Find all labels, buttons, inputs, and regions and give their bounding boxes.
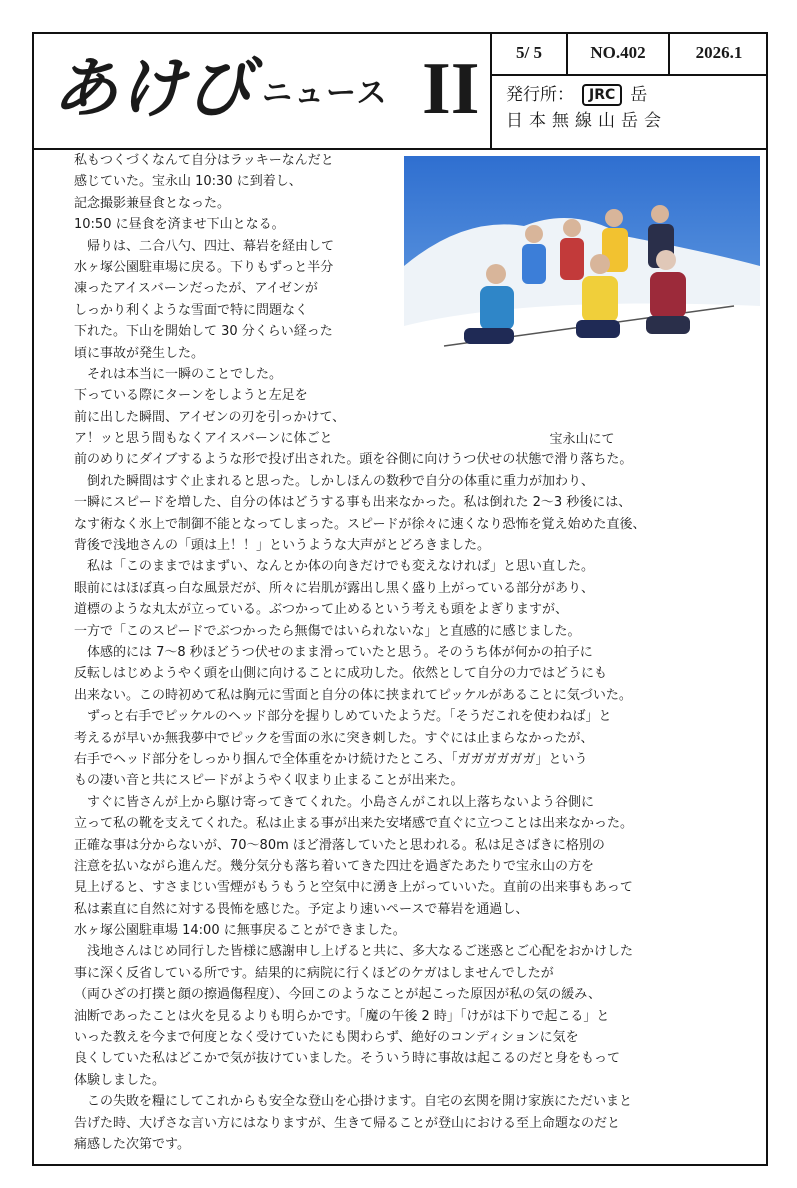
text-line: 良くしていた私はどこかで気が抜けていました。そういう時に事故は起こるのだと身をもって xyxy=(74,1051,621,1067)
text-line: 私は「このままではまずい、なんとか体の向きだけでも変えなければ」と思い直した。 xyxy=(74,559,595,575)
text-line: 水ヶ塚公園駐車場に戻る。下りもずっと半分 xyxy=(74,259,334,275)
text-line: 10:50 に昼食を済ませ下山となる。 xyxy=(74,217,285,233)
text-line: 下れた。下山を開始して 30 分くらい経った xyxy=(74,324,333,340)
text-line: 眼前にはほぼ真っ白な風景だが、所々に岩肌が露出し黒く盛り上がっている部分があり、 xyxy=(74,580,595,596)
text-line: 凍ったアイスバーンだったが、アイゼンが xyxy=(74,281,318,297)
text-line: 立って私の靴を支えてくれた。私は止まる事が出来た安堵感で直ぐに立つことは出来なかった。 xyxy=(74,816,634,832)
page-number: 5/ 5 xyxy=(516,43,542,62)
issue-date: 2026.1 xyxy=(668,32,768,74)
publisher-block xyxy=(506,82,762,148)
text-line: 見上げると、すさまじい雪煙がもうもうと空気中に湧き上がっていいた。直前の出来事もあって xyxy=(74,880,633,896)
photo-caption: 宝永山にて xyxy=(549,432,615,447)
text-line: 油断であったことは火を見るよりも明らかです。「魔の午後 2 時」「けがは下りで起こる」と xyxy=(74,1008,610,1024)
publisher-name: 日本無線山岳会 xyxy=(506,111,667,131)
text-line: 水ヶ塚公園駐車場 14:00 に無事戻ることができました。 xyxy=(74,923,406,939)
text-line: 私もつくづくなんて自分はラッキーなんだと xyxy=(74,153,334,168)
text-line: それは本当に一瞬のことでした。 xyxy=(74,366,283,382)
article-body xyxy=(74,150,762,1155)
text-line: 倒れた瞬間はすぐ止まれると思った。しかしほんの数秒で自分の体重に重力が加わり、 xyxy=(74,473,595,489)
text-line: 私は素直に自然に対する畏怖を感じた。予定より速いペースで幕岩を通過し、 xyxy=(74,901,529,917)
newsletter-title: あけび xyxy=(52,49,253,127)
text-line: 右手でヘッド部分をしっかり掴んで全体重をかけ続けたところ、「ガガガガガガ」という xyxy=(74,751,588,767)
text-line: なす術なく氷上で制御不能となってしまった。スピードが徐々に速くなり恐怖を覚え始めた直後、 xyxy=(74,516,646,532)
text-line: もの凄い音と共にスピードがようやく収まり止まることが出来た。 xyxy=(74,773,464,789)
text-line: 体験しました。 xyxy=(74,1072,166,1088)
volume-numeral: II xyxy=(422,48,480,130)
text-line: いった教えを今まで何度となく受けていたにも関わらず、絶好のコンディションに気を xyxy=(74,1030,579,1046)
text-line: ずっと右手でピッケルのヘッド部分を握りしめていたようだ。「そうだこれを使わねば」と xyxy=(74,709,612,725)
text-line: （両ひざの打撲と顔の擦過傷程度）、今回このようなことが起こった原因が私の気の緩み、 xyxy=(74,987,602,1003)
text-line: ア！ッと思う間もなくアイスバーンに体ごと xyxy=(74,431,333,447)
text-line: 正確な事は分からないが、70～80m ほど滑落していたと思われる。私は足さばきに格別の xyxy=(74,837,605,853)
publisher-label: 発行所： xyxy=(506,85,574,105)
text-line: 一瞬にスピードを増した、自分の体はどうする事も出来なかった。私は倒れた 2～3 秒後には、 xyxy=(74,495,632,511)
text-line: 反転しはじめようやく頭を山側に向けることに成功した。依然として自分の力ではどうにも xyxy=(74,666,608,682)
issue-info xyxy=(492,32,768,76)
text-line: 帰りは、二合八勺、四辻、幕岩を経由して xyxy=(74,238,335,254)
text-line: 浅地さんはじめ同行した皆様に感謝申し上げると共に、多大なるご迷惑とご心配をおかけした xyxy=(74,944,634,960)
text-line: 感じていた。宝永山 10:30 に到着し、 xyxy=(74,174,302,190)
text-line: 体感的には 7～8 秒ほどうつ伏せのまま滑っていたと思う。そのうち体が何かの拍子に xyxy=(74,644,593,660)
text-line: しっかり利くような雪面で特に問題なく xyxy=(74,302,309,318)
text-line: 一方で「このスピードでぶつかったら無傷ではいられないな」と直感的に感じました。 xyxy=(74,623,581,639)
newsletter-logo xyxy=(40,38,488,146)
text-line: 告げた時、大げさな言い方にはなりますが、生きて帰ることが登山における至上命題なのだと xyxy=(74,1115,621,1131)
publisher-suffix: 岳 xyxy=(630,85,648,105)
text-line: 前に出した瞬間、アイゼンの刃を引っかけて、 xyxy=(74,409,346,425)
text-line: 背後で浅地さんの「頭は上！！」というような大声がとどろきました。 xyxy=(74,538,491,554)
text-line: 記念撮影兼昼食となった。 xyxy=(74,195,231,211)
text-line: 痛感した次第です。 xyxy=(74,1136,190,1152)
text-line: 下っている際にターンをしようと左足を xyxy=(74,388,308,404)
text-line: 頃に事故が発生した。 xyxy=(74,345,205,361)
text-line: 事に深く反省している所です。結果的に病院に行くほどのケガはしませんでしたが xyxy=(74,965,554,981)
text-line: 出来ない。この時初めて私は胸元に雪面と自分の体に挟まれてピッケルがあることに気づいた。 xyxy=(74,687,632,703)
issue-number: NO.402 xyxy=(566,32,668,74)
jrc-logo: JRC xyxy=(582,84,622,106)
text-line: 考えるが早いか無我夢中でピックを雪面の氷に突き刺した。すぐには止まらなかったが、 xyxy=(74,730,594,746)
newsletter-subtitle: ニュース xyxy=(262,76,389,111)
text-line: 道標のような丸太が立っている。ぶつかって止めるという考えも頭をよぎりますが、 xyxy=(74,602,569,618)
text-line: 前のめりにダイブするような形で投げ出された。頭を谷側に向けうつ伏せの状態で滑り落ちた。 xyxy=(74,452,633,468)
text-line: この失敗を糧にしてこれからも安全な登山を心掛けます。自宅の玄関を開け家族にただいまと xyxy=(74,1094,632,1110)
text-line: 注意を払いながら進んだ。幾分気分も落ち着いてきた四辻を過ぎたあたりで宝永山の方を xyxy=(74,858,595,874)
text-line: すぐに皆さんが上から駆け寄ってきてくれた。小島さんがこれ以上落ちないよう谷側に xyxy=(74,794,595,810)
